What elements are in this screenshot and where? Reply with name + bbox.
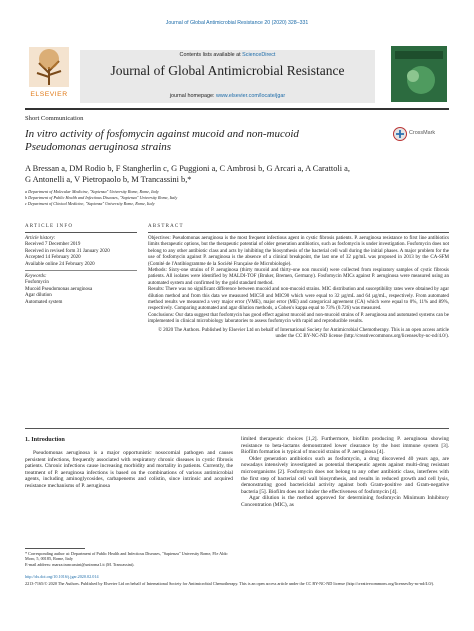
- copyright-notice[interactable]: © 2020 The Authors. Published by Elsevier Ltd on behalf of International Society for Antimicrobial Chemotherapy. This is an open access article under the CC BY-NC-ND license (http://creativecommons.org/licenses/by-nc-nd/4.0/).: [158, 327, 449, 340]
- elsevier-wordmark: ELSEVIER: [30, 91, 68, 98]
- homepage-link[interactable]: www.elsevier.com/locate/jgar: [215, 93, 286, 99]
- revised-date: Received in revised form 31 January 2020: [25, 248, 110, 254]
- abstract-results: Results: There was no significant difference between mucoid and non-mucoid strains. MIC distribution and susceptibility rates were obtained by agar dilution method and from this data we measured MIC50 and MIC90 which were equal to 32 µg/mL and 64 µg/mL, respectively. From automated method results we measured a very major error (VME), major error (ME) and categorical agreement (CA) which were equal to 0%, 11% and 89%, respectively. Comparing automated and agar dilution methods, a Cohen's kappa equal to 73% (0.726) was measured.: [148, 287, 449, 312]
- introduction-heading: 1. Introduction: [25, 436, 65, 443]
- introduction-left-column: Pseudomonas aeruginosa is a major opportunistic nosocomial pathogen and causes persistent infections, frequently associated with respiratory chronic diseases in cystic fibrosis patients. Chronic infections cause increasing morbidity and mortality in patients. Currently, the treatment of P. aeruginosa infections is based on the combinations of various antimicrobial agents, including aminoglycosides, carbapenems and colistin, since intrinsic and acquired resistance mechanisms of P. aeruginosa: [25, 450, 233, 489]
- online-date: Available online 24 February 2020: [25, 261, 95, 267]
- doi-link[interactable]: http://dx.doi.org/10.1016/j.jgar.2020.02.014: [25, 574, 99, 579]
- abstract-conclusions: Conclusions: Our data suggest that fosfomycin has good effect against mucoid and non-mucoid strains of P. aeruginosa and automated systems can be implemented in clinical microbiology laboratories to assess fosfomycin with rapid and reproducible results.: [148, 312, 449, 325]
- footnote-rule: [25, 548, 85, 549]
- contents-line: [80, 52, 375, 58]
- abstract-methods: Methods: Sixty-one strains of P. aeruginosa (thirty mucoid and thirty-one non mucoid) were collected from respiratory samples of cystic fibrosis patients. All isolates were identified by MALDI-TOF (Bruker, Bremen, Germany). Fosfomycin MICs against P. aeruginosa were measured using an automated system and confirmed by the gold standard method.: [148, 268, 449, 286]
- keyword: Automated system: [25, 299, 63, 305]
- abstract-heading: ABSTRACT: [148, 224, 184, 229]
- crossmark-icon: [393, 127, 407, 141]
- article-title: In vitro activity of fosfomycin against mucoid and non-mucoid Pseudomonas aeruginosa strains: [25, 128, 299, 153]
- received-date: Received 7 December 2019: [25, 242, 81, 248]
- keyword: Mucoid Pseudomonas aeruginosa: [25, 286, 93, 292]
- article-history-label: Article history:: [25, 236, 56, 241]
- corresponding-author-email[interactable]: E-mail address: marza.trancassini@uniroma1.it (M. Trancassini).: [25, 562, 135, 567]
- keywords-rule: [25, 270, 137, 271]
- journal-citation[interactable]: Journal of Global Antimicrobial Resistance 20 (2020) 328–331: [165, 20, 309, 26]
- corresponding-author-note: * Corresponding author at: Department of Public Health and Infectious Diseases, "Sapienza" University Rome, P.le Aldo Moro, 5, 00185, Rome, Italy: [25, 551, 228, 562]
- affiliation-b: b Department of Public Health and Infectious Diseases, "Sapienza" University Rome, Italy: [25, 195, 178, 200]
- crossmark-label: CrossMark: [409, 130, 436, 136]
- elsevier-logo: [25, 45, 73, 101]
- issn-copyright-line: 2213-7165/© 2020 The Authors. Published by Elsevier Ltd on behalf of International Society for Antimicrobial Chemotherapy. This is an open access article under the CC BY-NC-ND license (http://creativecommons.org/licenses/by-nc-nd/4.0/).: [25, 581, 435, 586]
- article-info-rule: [25, 232, 137, 233]
- keyword: Agar dilution: [25, 293, 52, 299]
- abstract-rule: [148, 232, 449, 233]
- contents-prefix: Contents lists available at: [179, 52, 243, 58]
- journal-cover-thumbnail: [391, 46, 447, 102]
- author-list-line-2: G Antonelli a, V Pietropaolo b, M Trancassini b,*: [25, 175, 192, 184]
- abstract-body: [148, 236, 449, 341]
- homepage-prefix: journal homepage:: [169, 93, 216, 99]
- keywords: [25, 274, 137, 306]
- abstract-bottom-rule: [25, 428, 449, 429]
- author-list-line-1: A Bressan a, DM Rodio b, F Stangherlin c, G Puggioni a, C Ambrosi b, G Arcari a, A Carattoli a,: [25, 164, 350, 173]
- affiliation-a: a Department of Molecular Medicine, "Sapienza" University Rome, Rome, Italy: [25, 189, 159, 194]
- header-rule: [25, 108, 449, 110]
- abstract-objectives: Objectives: Pseudomonas aeruginosa is the most frequent infectious agent in cystic fibrosis patients. P. aeruginosa resistance to first line antibiotics limits therapeutic options, but the therapeutic potential of older generation antibiotics, such as fosfomycin is under investigation. Fosfomycin does not belong to any other antibiotic class and acts by inhibiting the biosynthesis of the bacterial cell wall during the initial phases. A major problem for the use of fosfomycin against P. aeruginosa is the absence of a clinical breakpoint, the last one of 32 µg/mL was proposed in 2013 by the CA-SFM (Comité de l'Antibiogramme de la Société Française de Microbiologie).: [148, 236, 449, 267]
- keyword: Fosfomycin: [25, 280, 49, 286]
- affiliation-c: c Department of Clinical Medicine, "Sapienza" University Rome, Rome, Italy: [25, 201, 155, 206]
- article-history: [25, 236, 137, 268]
- intro-paragraph: Agar dilution is the method approved for determining fosfomycin Minimum Inhibitory Concentration (MIC), as: [241, 495, 449, 508]
- cover-art-icon: [391, 46, 447, 102]
- article-info-heading: ARTICLE INFO: [25, 224, 74, 229]
- homepage-line: [80, 93, 375, 99]
- accepted-date: Accepted 14 February 2020: [25, 255, 81, 261]
- intro-paragraph: limited therapeutic choices [1,2]. Furthermore, biofilm producing P. aeruginosa showing resistance to beta-lactams demonstrated lower clearance by the host immune system [3]. Biofilm formation is typical of mucoid strains of P. aeruginosa [4].: [241, 436, 449, 456]
- journal-title: Journal of Global Antimicrobial Resistance: [110, 63, 345, 78]
- section-label: Short Communication: [25, 115, 84, 122]
- sciencedirect-link[interactable]: ScienceDirect: [242, 52, 276, 58]
- introduction-right-column: [241, 436, 449, 509]
- keywords-label: Keywords:: [25, 274, 47, 279]
- intro-paragraph: Older generation antibiotics such as fosfomycin, a drug discovered 40 years ago, are nowadays intensively investigated as potential therapeutic agents against multi-drug resistant microorganisms [2]. Fosfomycin does not belong to any other antibiotic class, interferes with the first step of bacterial cell wall biosynthesis, and results in reduced growth and cell lysis, demonstrating good bactericidal activity against both Gram-positive and Gram-negative bacteria [5]. Biofilm does not hinder the effectiveness of fosfomycin [4].: [241, 455, 449, 495]
